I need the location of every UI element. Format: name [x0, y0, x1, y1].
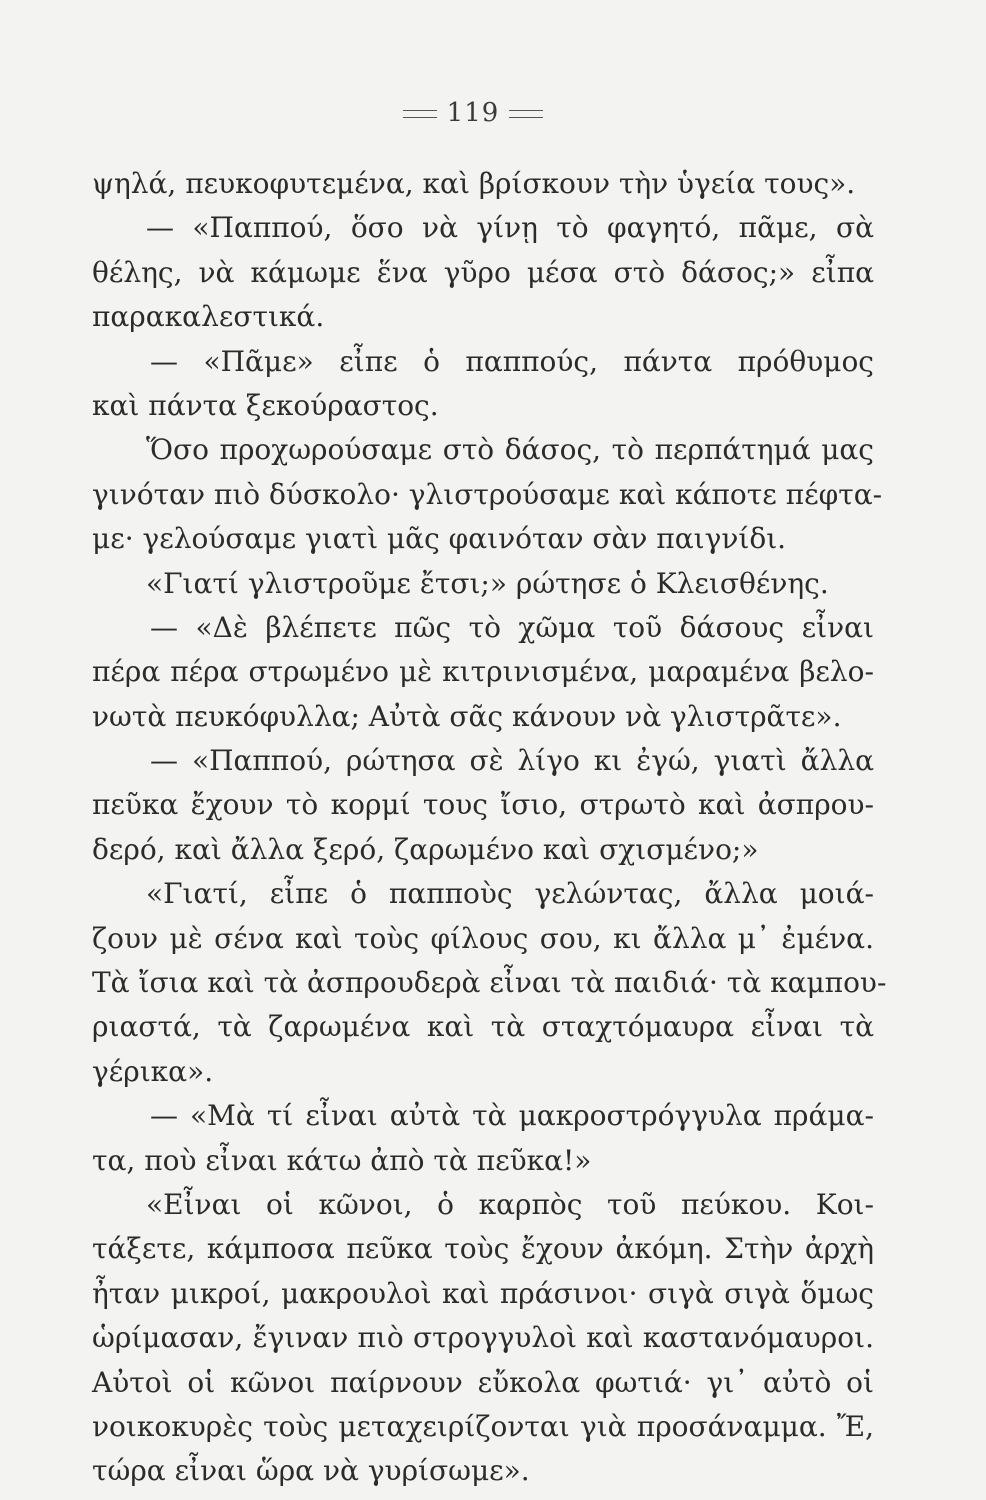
text-line: με· γελούσαμε γιατὶ μᾶς φαινόταν σὰν παιγνίδι. — [92, 522, 787, 556]
text-line: τώρα εἶναι ὥρα νὰ γυρίσωμε». — [92, 1454, 530, 1488]
text-line: γινόταν πιὸ δύσκολο· γλιστρούσαμε καὶ κάποτε πέφτα- — [92, 477, 883, 511]
page-number-header — [0, 98, 946, 128]
text-line: «Εἶναι οἱ κῶνοι, ὁ καρπὸς τοῦ πεύκου. Κοι- — [146, 1187, 874, 1221]
left-rule — [403, 110, 437, 118]
text-line: — «Παππού, ρώτησα σὲ λίγο κι ἐγώ, γιατὶ ἄλλα — [150, 744, 874, 778]
text-line: παρακαλεστικά. — [92, 300, 325, 334]
body-text — [92, 162, 887, 1494]
text-line: γέρικα». — [92, 1054, 214, 1088]
right-rule — [509, 110, 543, 118]
text-line: Ὅσο προχωρούσαμε στὸ δάσος, τὸ περπάτημά μας — [146, 433, 874, 467]
text-line: «Γιατί, εἶπε ὁ παπποὺς γελώντας, ἄλλα μοιά- — [146, 877, 874, 911]
text-line: τάξετε, κάμποσα πεῦκα τοὺς ἔχουν ἀκόμη. Στὴν ἀρχὴ — [92, 1232, 874, 1266]
text-line: νωτὰ πευκόφυλλα; Αὐτὰ σᾶς κάνουν νὰ γλιστρᾶτε». — [92, 699, 842, 733]
text-line: δερό, καὶ ἄλλα ξερό, ζαρωμένο καὶ σχισμένο;» — [92, 832, 759, 866]
text-line: ἦταν μικροί, μακρουλοὶ καὶ πράσινοι· σιγὰ σιγὰ ὅμως — [92, 1276, 874, 1310]
text-line: θέλης, νὰ κάμωμε ἕνα γῦρο μέσα στὸ δάσος;» εἶπα — [92, 255, 874, 289]
text-line: — «Παππού, ὅσο νὰ γίνῃ τὸ φαγητό, πᾶμε, σὰ — [146, 211, 874, 245]
text-line: — «Πᾶμε» εἶπε ὁ παππούς, πάντα πρόθυμος — [150, 344, 874, 378]
text-line: — «Δὲ βλέπετε πῶς τὸ χῶμα τοῦ δάσους εἶναι — [150, 610, 874, 644]
text-line: Αὐτοὶ οἱ κῶνοι παίρνουν εὔκολα φωτιά· γι᾽ αὐτὸ οἱ — [92, 1365, 874, 1399]
text-line: Τὰ ἴσια καὶ τὰ ἀσπρουδερὰ εἶναι τὰ παιδιά· τὰ καμπου- — [92, 966, 887, 1000]
text-line: καὶ πάντα ξεκούραστος. — [92, 388, 439, 422]
text-line: ζουν μὲ σένα καὶ τοὺς φίλους σου, κι ἄλλα μ᾽ ἐμένα. — [92, 921, 874, 955]
text-line: ριαστά, τὰ ζαρωμένα καὶ τὰ σταχτόμαυρα εἶναι τὰ — [92, 1010, 874, 1044]
page-number: 119 — [446, 98, 500, 128]
text-line: ὡρίμασαν, ἔγιναν πιὸ στρογγυλοὶ καὶ καστανόμαυροι. — [92, 1321, 874, 1355]
text-line: νοικοκυρὲς τοὺς μεταχειρίζονται γιὰ προσάναμμα. Ἔ, — [92, 1409, 874, 1443]
text-line: πέρα πέρα στρωμένο μὲ κιτρινισμένα, μαραμένα βελο- — [92, 655, 874, 689]
text-line: τα, ποὺ εἶναι κάτω ἀπὸ τὰ πεῦκα!» — [92, 1143, 592, 1177]
text-line: «Γιατί γλιστροῦμε ἔτσι;» ρώτησε ὁ Κλεισθένης. — [146, 566, 829, 600]
text-line: ψηλά, πευκοφυτεμένα, καὶ βρίσκουν τὴν ὑγεία τους». — [92, 167, 856, 200]
text-line: — «Μὰ τί εἶναι αὐτὰ τὰ μακροστρόγγυλα πράμα- — [150, 1099, 874, 1133]
text-line: πεῦκα ἔχουν τὸ κορμί τους ἴσιο, στρωτὸ καὶ ἀσπρου- — [92, 788, 874, 822]
